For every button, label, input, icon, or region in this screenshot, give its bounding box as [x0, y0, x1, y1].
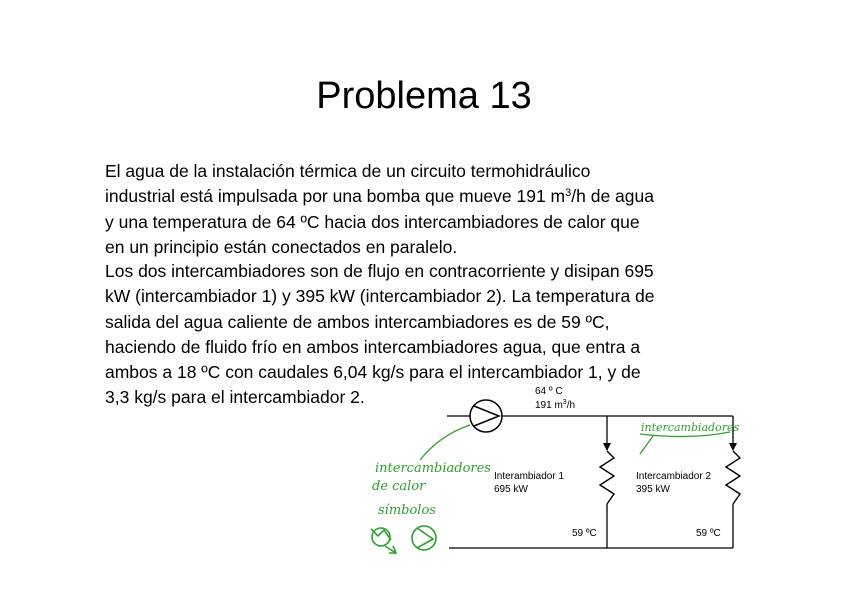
annotation-intercambiadores-top: intercambiadores: [641, 421, 740, 434]
paragraph-line: en un principio están conectados en paralelo.: [105, 236, 458, 257]
heat-exchanger-1-icon: [600, 451, 614, 504]
heat-exchanger-2-icon: [726, 451, 740, 504]
annotation-connector-pump: [420, 425, 470, 460]
cubic-superscript: 3: [565, 187, 572, 200]
pump-icon: [470, 400, 502, 432]
paragraph-line: ambos a 18 ºC con caudales 6,04 kg/s para el intercambiador 1, y de: [105, 362, 641, 383]
paragraph-line: Los dos intercambiadores son de flujo en contracorriente y disipan 695: [105, 261, 654, 281]
sketch-pump-icon: [412, 526, 436, 550]
hx2-name-label: Intercambiador 2: [636, 471, 712, 482]
paragraph-line: kW (intercambiador 1) y 395 kW (intercambiador 2). La temperatura de: [105, 286, 655, 307]
paragraph-line: salida del agua caliente de ambos intercambiadores es de 59 ºC,: [105, 311, 610, 332]
flow-arrow-2: [729, 443, 737, 451]
flow-arrow-1: [603, 443, 611, 451]
paragraph-line-text: industrial está impulsada por una bomba que mueve 191 m: [105, 186, 566, 207]
slide-title: Problema 13: [316, 75, 532, 117]
hx1-name-label: Interambiador 1: [494, 471, 565, 482]
inlet-flow-label: 191 $m^3/h$: [535, 399, 576, 411]
paragraph-line: y una temperatura de 64 ºC hacia dos intercambiadores de calor que: [105, 211, 640, 232]
paragraph-line: 3,3 kg/s para el intercambiador 2.: [105, 387, 365, 408]
hx2-power-label: 395 kW: [636, 484, 670, 495]
hx1-outlet-temperature-label: 59 ºC: [572, 528, 597, 539]
annotation-intercambiadores-left: intercambiadores: [375, 461, 491, 476]
annotation-simbolos: símbolos: [378, 503, 436, 518]
annotation-connector-top: [640, 436, 653, 454]
hx1-power-label: 695 kW: [494, 484, 528, 495]
inlet-temperature-label: 64 º C: [535, 386, 563, 397]
hx2-outlet-temperature-label: 59 ºC: [696, 528, 721, 539]
paragraph-line: haciendo de fluido frío en ambos intercambiadores agua, que entra a: [105, 336, 641, 357]
paragraph-line: El agua de la instalación térmica de un circuito termohidráulico: [105, 161, 591, 181]
paragraph-line-tail: /h de agua: [571, 186, 654, 207]
annotation-de-calor: de calor: [372, 479, 426, 494]
sketch-exchanger-icon: [371, 528, 396, 553]
